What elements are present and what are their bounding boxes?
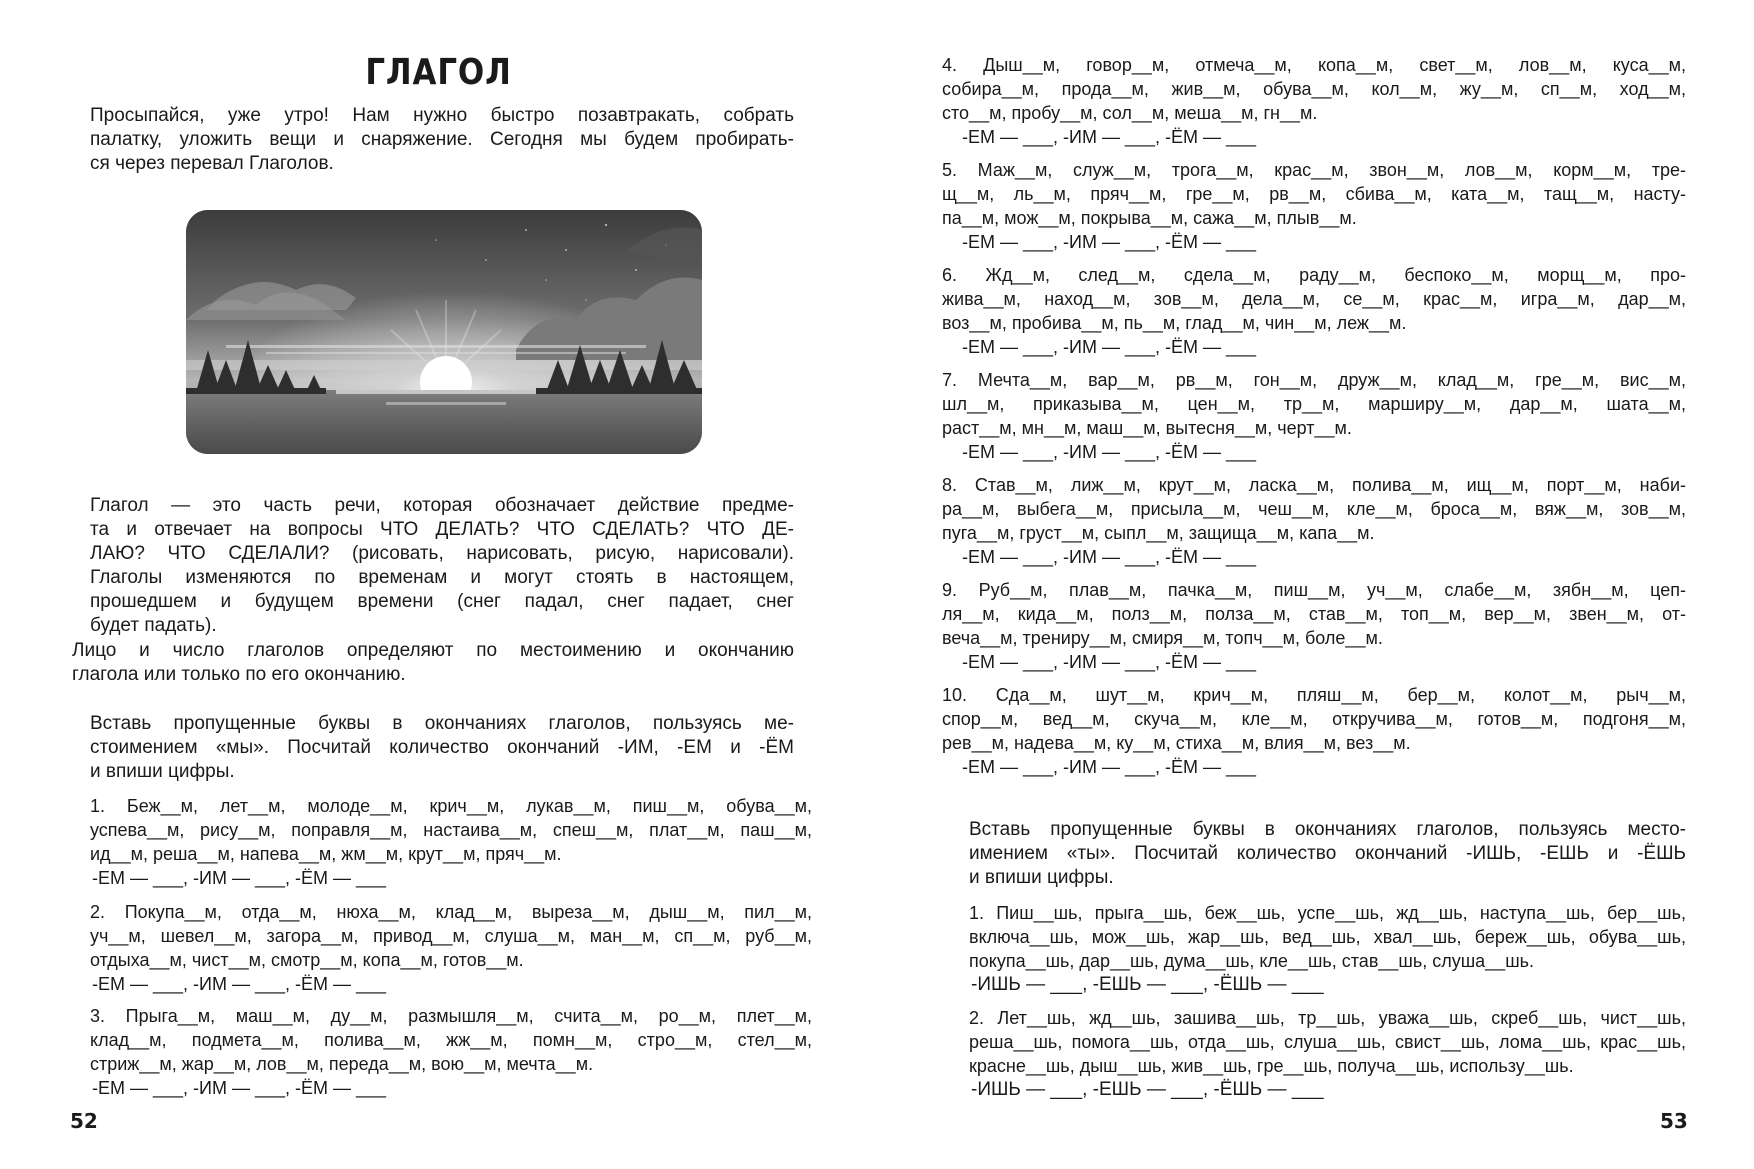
exercise-line: воз__м, пробива__м, пь__м, глад__м, чин__м, леж__м. [942,313,1407,333]
definition-line: Глагол — это часть речи, которая обозначает действие предме- [90,495,794,516]
ending-count-line: -ИШЬ — ___, -ЕШЬ — ___, -ЁШЬ — ___ [971,1079,1324,1100]
exercise-line: шл__м, приказыва__м, цен__м, тр__м, марширу__м, дар__м, шата__м, [942,394,1686,414]
exercise-8 [942,473,1686,569]
exercise-ty-2 [969,1006,1686,1102]
exercise-6 [942,263,1686,359]
exercise-5 [942,158,1686,254]
exercise-line: клад__м, подмета__м, полива__м, жж__м, помн__м, стро__м, стел__м, [90,1030,812,1050]
exercise-3 [90,1004,812,1100]
sunset-illustration [186,210,702,454]
exercise-line: уч__м, шевел__м, загора__м, привод__м, слуша__м, ман__м, сп__м, руб__м, [90,926,812,946]
exercise-line: 2. Покупа__м, отда__м, нюха__м, клад__м, выреза__м, дыш__м, пил__м, [90,902,812,922]
rule-paragraph [72,639,794,687]
right-page [877,0,1754,1169]
exercise-line: 8. Став__м, лиж__м, крут__м, ласка__м, полива__м, ищ__м, порт__м, наби- [942,475,1686,495]
definition-line: ЛАЮ? ЧТО СДЕЛАЛИ? (рисовать, нарисовать, рисую, нарисовали). [90,543,794,564]
exercise-line: рев__м, надева__м, ку__м, стиха__м, влия__м, вез__м. [942,733,1411,753]
exercise-line: жива__м, наход__м, зов__м, дела__м, се__м, крас__м, игра__м, дар__м, [942,289,1686,309]
exercise-line: ля__м, кида__м, полз__м, полза__м, став__м, топ__м, вер__м, звен__м, от- [942,604,1686,624]
exercise-line: включа__шь, мож__шь, жар__шь, вед__шь, хвал__шь, береж__шь, обува__шь, [969,927,1686,947]
definition-paragraph [90,494,794,638]
exercise-line: успева__м, рису__м, поправля__м, настаива__м, спеш__м, плат__м, паш__м, [90,820,812,840]
rule-line: Лицо и число глаголов определяют по местоимению и окончанию [72,640,794,661]
exercise-line: ра__м, выбега__м, присыла__м, чеш__м, кле__м, броса__м, вяж__м, зов__м, [942,499,1686,519]
exercise-line: реша__шь, помога__шь, отда__шь, слуша__шь, свист__шь, лома__шь, крас__шь, [969,1032,1686,1052]
exercise-line: стриж__м, жар__м, лов__м, передa__м, вою__м, мечта__м. [90,1054,594,1074]
exercise-line: веча__м, трениру__м, смиря__м, топч__м, боле__м. [942,628,1383,648]
intro-line: палатку, уложить вещи и снаряжение. Сегодня мы будем пробирать- [90,129,794,150]
exercise-line: 4. Дыш__м, говор__м, отмеча__м, копа__м, свет__м, лов__м, куса__м, [942,55,1686,75]
exercise-line: собира__м, прода__м, жив__м, обува__м, кол__м, жу__м, сп__м, ход__м, [942,79,1686,99]
exercise-line: 6. Жд__м, след__м, сдела__м, раду__м, беспоко__м, морщ__м, про- [942,265,1686,285]
ending-count-line: -ЕМ — ___, -ИМ — ___, -ЁМ — ___ [92,1078,387,1098]
exercise-10 [942,683,1686,779]
exercise-1 [90,794,812,890]
exercise-line: 1. Беж__м, лет__м, молоде__м, крич__м, лукав__м, пиш__м, обува__м, [90,796,812,816]
sunset-landscape-image [186,210,702,454]
exercise-line: раст__м, мн__м, маш__м, вытесня__м, черт__м. [942,418,1352,438]
ending-count-line: -ИШЬ — ___, -ЕШЬ — ___, -ЁШЬ — ___ [971,974,1324,995]
definition-line: прошедшем и будущем времени (снег падал, снег падает, снег [90,591,794,612]
page-title: ГЛАГОЛ [365,52,512,93]
exercise-line: покупа__шь, дар__шь, дума__шь, кле__шь, став__шь, слуша__шь. [969,951,1535,971]
rule-line: глагола или только по его окончанию. [72,664,406,685]
exercise-line: 7. Мечта__м, вар__м, рв__м, гон__м, друж__м, клад__м, гре__м, вис__м, [942,370,1686,390]
task-line: и впиши цифры. [969,867,1114,888]
ending-count-line: -ЕМ — ___, -ИМ — ___, -ЁМ — ___ [962,547,1257,567]
page-number: 53 [1660,1109,1688,1133]
ending-count-line: -ЕМ — ___, -ИМ — ___, -ЁМ — ___ [962,652,1257,672]
ending-count-line: -ЕМ — ___, -ИМ — ___, -ЁМ — ___ [92,868,387,888]
task-paragraph [90,712,794,784]
task-line: и впиши цифры. [90,761,235,782]
definition-line: будет падать). [90,615,217,636]
ending-count-line: -ЕМ — ___, -ИМ — ___, -ЁМ — ___ [92,974,387,994]
exercise-line: отдыха__м, чист__м, смотр__м, копа__м, готов__м. [90,950,524,970]
task-line: Вставь пропущенные буквы в окончаниях глаголов, пользуясь место- [969,819,1686,840]
exercise-line: пуга__м, груст__м, сыпл__м, защища__м, капа__м. [942,523,1375,543]
ending-count-line: -ЕМ — ___, -ИМ — ___, -ЁМ — ___ [962,442,1257,462]
exercise-line: 5. Маж__м, служ__м, трога__м, крас__м, звон__м, лов__м, корм__м, тре- [942,160,1686,180]
exercise-2 [90,900,812,996]
exercise-line: 3. Прыга__м, маш__м, ду__м, размышля__м, счита__м, ро__м, плет__м, [90,1006,812,1026]
exercise-line: 1. Пиш__шь, прыга__шь, беж__шь, успе__шь, жд__шь, наступа__шь, бер__шь, [969,903,1686,923]
intro-line: Просыпайся, уже утро! Нам нужно быстро позавтракать, собрать [90,105,794,126]
exercise-line: красне__шь, дыш__шь, жив__шь, гре__шь, получа__шь, использу__шь. [969,1056,1574,1076]
exercise-line: ид__м, реша__м, напева__м, жм__м, крут__м, пряч__м. [90,844,562,864]
exercise-line: 10. Сда__м, шут__м, крич__м, пляш__м, бер__м, колот__м, рыч__м, [942,685,1686,705]
exercise-line: спор__м, вед__м, скуча__м, кле__м, откручива__м, готов__м, подгоня__м, [942,709,1686,729]
exercise-line: щ__м, ль__м, пряч__м, гре__м, рв__м, сбива__м, ката__м, тащ__м, насту- [942,184,1686,204]
exercise-line: 9. Руб__м, плав__м, пачка__м, пиш__м, уч__м, слабе__м, зябн__м, цеп- [942,580,1686,600]
exercise-ty-1 [969,901,1686,997]
ending-count-line: -ЕМ — ___, -ИМ — ___, -ЁМ — ___ [962,127,1257,147]
page-number: 52 [70,1109,98,1133]
exercise-line: сто__м, пробу__м, сол__м, меша__м, гн__м. [942,103,1318,123]
ending-count-line: -ЕМ — ___, -ИМ — ___, -ЁМ — ___ [962,232,1257,252]
ending-count-line: -ЕМ — ___, -ИМ — ___, -ЁМ — ___ [962,757,1257,777]
exercise-line: па__м, мож__м, покрыва__м, сажа__м, плыв__м. [942,208,1357,228]
intro-line: ся через перевал Глаголов. [90,153,334,174]
exercise-9 [942,578,1686,674]
definition-line: та и отвечает на вопросы ЧТО ДЕЛАТЬ? ЧТО СДЕЛАТЬ? ЧТО ДЕ- [90,519,794,540]
task-line: Вставь пропущенные буквы в окончаниях глаголов, пользуясь ме- [90,713,794,734]
intro-paragraph [90,104,794,176]
task-line: имением «ты». Посчитай количество окончаний -ИШЬ, -ЕШЬ и -ЁШЬ [969,843,1686,864]
task-line: стоимением «мы». Посчитай количество окончаний -ИМ, -ЕМ и -ЁМ [90,737,794,758]
exercise-line: 2. Лет__шь, жд__шь, зашива__шь, тр__шь, уважа__шь, скреб__шь, чист__шь, [969,1008,1686,1028]
ending-count-line: -ЕМ — ___, -ИМ — ___, -ЁМ — ___ [962,337,1257,357]
definition-line: Глаголы изменяются по временам и могут стоять в настоящем, [90,567,794,588]
exercise-4 [942,53,1686,149]
exercise-7 [942,368,1686,464]
task-paragraph-2 [969,818,1686,890]
